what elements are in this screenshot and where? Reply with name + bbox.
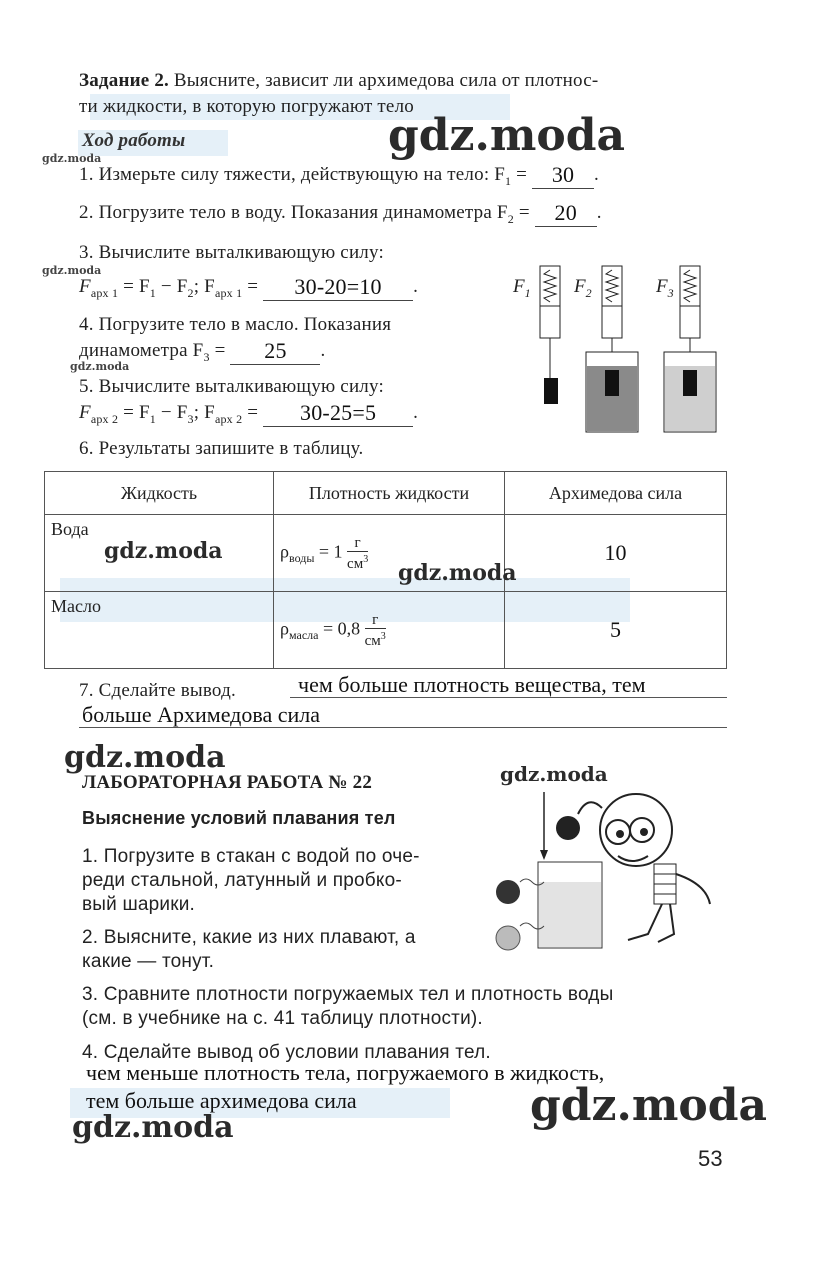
step-3: 3. Вычислите выталкивающую силу: — [79, 242, 384, 263]
step-1-answer: 30 — [551, 161, 575, 187]
step-2-answer: 20 — [554, 199, 577, 225]
watermark: gdz.moda — [500, 762, 608, 786]
cell-force: 5 — [505, 592, 727, 669]
step-5: 5. Вычислите выталкивающую силу: — [79, 376, 384, 397]
col-header: Жидкость — [45, 472, 274, 515]
watermark: gdz.moda — [70, 360, 130, 373]
lab-step-3: 3. Сравните плотности погружаемых тел и плотность воды — [82, 984, 614, 1005]
step-7: 7. Сделайте вывод. — [79, 680, 236, 701]
step-5-answer: 30-25=5 — [300, 399, 377, 425]
lab-subtitle: Выяснение условий плавания тел — [82, 808, 396, 828]
table-header-row — [45, 472, 727, 515]
col-header: Плотность жидкости — [274, 472, 505, 515]
watermark: gdz.moda — [388, 110, 626, 161]
lab-step-4: 4. Сделайте вывод об условии плавания тел. — [82, 1042, 491, 1063]
step-2: 2. Погрузите тело в воду. Показания динамометра $F_2$ = 20 . — [79, 199, 602, 226]
table-row — [45, 592, 727, 669]
watermark: gdz.moda — [42, 152, 102, 165]
step-3-answer: 30-20=10 — [294, 273, 382, 299]
cell-density: $\rho_{воды} = 1$ $\frac{г}{см^3}$ — [274, 515, 505, 592]
lab-answer-line2: тем больше архимедова сила — [86, 1088, 357, 1113]
task-heading: Задание 2. Выясните, зависит ли архимедова сила от плотнос- — [79, 70, 599, 91]
step-4: 4. Погрузите тело в масло. Показания — [79, 314, 392, 335]
dynamometer-figure — [510, 262, 730, 434]
cell-liquid: Вода — [45, 515, 274, 592]
step-1: 1. Измерьте силу тяжести, действующую на тело: $F_1$ = 30 . — [79, 161, 599, 188]
step-5-formula: $F_{арх 2} = F_1 - F_3$; $F_{арх 2}$ = 30-25=5 . — [79, 399, 419, 426]
lab-step-2-line2: какие — тонут. — [82, 951, 215, 972]
watermark: gdz.moda — [104, 538, 223, 564]
step-3-formula: $F_{арх 1} = F_1 - F_2$; $F_{арх 1}$ = 30-20=10 . — [79, 273, 419, 300]
floating-balls-illustration — [486, 774, 726, 954]
lab-answer-line1: чем меньше плотность тела, погружаемого в жидкость, — [86, 1060, 605, 1085]
results-table — [44, 471, 727, 669]
step-4-answer: 25 — [264, 337, 287, 363]
step-6: 6. Результаты запишите в таблицу. — [79, 438, 364, 459]
step-7-answer-line1: чем больше плотность вещества, тем — [298, 672, 646, 697]
cell-density: $\rho_{масла} = 0,8$ $\frac{г}{см^3}$ — [274, 592, 505, 669]
watermark: gdz.moda — [64, 740, 226, 775]
procedure-title: Ход работы — [82, 130, 186, 151]
lab-step-1: 1. Погрузите в стакан с водой по оче- — [82, 846, 420, 867]
cell-liquid: Масло — [45, 592, 274, 669]
answer-underline — [290, 697, 727, 698]
watermark: gdz.moda — [530, 1080, 768, 1131]
watermark: gdz.moda — [398, 560, 517, 586]
label-f1: $F_1$ — [513, 276, 531, 300]
col-header: Архимедова сила — [505, 472, 727, 515]
task-heading-line2: ти жидкости, в которую погружают тело — [79, 96, 414, 117]
page-number: 53 — [698, 1146, 723, 1171]
label-f3: $F_3$ — [656, 276, 674, 300]
step-4-line2: динамометра $F_3$ = 25 . — [79, 337, 326, 364]
cell-force: 10 — [505, 515, 727, 592]
answer-underline — [79, 727, 727, 728]
lab-step-1-line2: реди стальной, латунный и пробко- — [82, 870, 402, 891]
watermark: gdz.moda — [72, 1110, 234, 1145]
step-7-answer-line2: больше Архимедова сила — [82, 702, 321, 727]
lab-step-1-line3: вый шарики. — [82, 894, 196, 915]
lab-step-2: 2. Выясните, какие из них плавают, а — [82, 927, 416, 948]
label-f2: $F_2$ — [574, 276, 592, 300]
watermark: gdz.moda — [42, 264, 102, 277]
lab-title: ЛАБОРАТОРНАЯ РАБОТА № 22 — [82, 772, 373, 793]
lab-step-3-line2: (см. в учебнике на с. 41 таблицу плотности). — [82, 1008, 483, 1029]
